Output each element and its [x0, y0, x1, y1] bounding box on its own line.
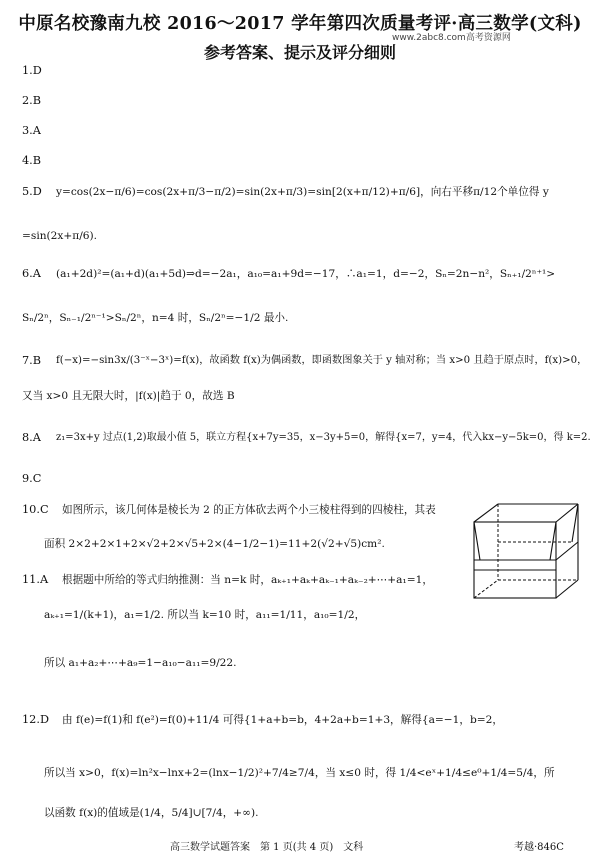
answer-5-line-1: y=cos(2x−π/6)=cos(2x+π/3−π/2)=sin(2x+π/3)=sin[2(x+π/12)+π/6]，向右平移π/12个单位得 y [56, 186, 549, 198]
prism-figure [468, 500, 582, 604]
figure-hidden-edge [474, 580, 498, 598]
answer-6-line-1: (a₁+2d)²=(a₁+d)(a₁+5d)⇒d=−2a₁，a₁₀=a₁+9d=−17，∴a₁=1，d=−2，Sₙ=2n−n²，Sₙ₊₁/2ⁿ⁺¹> [56, 268, 556, 280]
answer-10: 10.C [22, 503, 49, 516]
page-title: 中原名校豫南九校 2016～2017 学年第四次质量考评·高三数学(文科) [18, 14, 582, 34]
answer-6-line-2: Sₙ/2ⁿ，Sₙ₋₁/2ⁿ⁻¹>Sₙ/2ⁿ，n=4 时，Sₙ/2ⁿ=−1/2 最小. [22, 312, 289, 324]
answer-10-line-2: 面积 2×2+2×1+2×√2+2×√5+2×(4−1/2−1)=11+2(√2+√5)cm². [44, 538, 385, 550]
answer-9: 9.C [22, 472, 42, 485]
page-footer: 高三数学试题答案 第 1 页(共 4 页) 文科 [170, 842, 364, 853]
figure-cut-line [474, 522, 480, 560]
figure-cut-line [550, 522, 556, 560]
answer-11-line-2: aₖ₊₁=1/(k+1)，a₁=1/2. 所以当 k=10 时，a₁₁=1/11，a₁₀=1/2， [44, 609, 366, 621]
figure-edge [556, 542, 578, 560]
answer-1: 1.D [22, 64, 42, 77]
answer-11-line-1: 根据题中所给的等式归纳推测：当 n=k 时，aₖ₊₁+aₖ+aₖ₋₁+aₖ₋₂+⋯+a₁=1， [62, 574, 433, 586]
answer-12-line-1: 由 f(e)=f(1)和 f(e²)=f(0)+11/4 可得{1+a+b=b，4+2a+b=1+3，解得{a=−1，b=2， [62, 714, 503, 726]
answer-7-line-2: 又当 x>0 且无限大时，|f(x)|趋于 0，故选 B [22, 390, 235, 402]
answer-6: 6.A [22, 267, 41, 280]
answer-11: 11.A [22, 573, 49, 586]
answer-12-line-3: 以函数 f(x)的值域是(1/4，5/4]∪[7/4，+∞). [44, 807, 259, 819]
answer-8: 8.A [22, 431, 41, 444]
answer-11-line-3: 所以 a₁+a₂+⋯+a₉=1−a₁₀−a₁₁=9/22. [44, 657, 237, 669]
answer-5: 5.D [22, 185, 42, 198]
answer-2: 2.B [22, 94, 42, 107]
watermark: www.2abc8.com高考资源网 [392, 33, 511, 43]
footer-code: 考越·846C [514, 842, 564, 853]
answer-4: 4.B [22, 154, 42, 167]
answer-12: 12.D [22, 713, 50, 726]
answer-8-line-1: z₁=3x+y 过点(1,2)取最小值 5，联立方程{x+7y=35，x−3y+5=0，解得{x=7，y=4，代入kx−y−5k=0，得 k=2. [56, 432, 591, 443]
page-subtitle: 参考答案、提示及评分细则 [203, 43, 396, 62]
answer-7: 7.B [22, 354, 42, 367]
answer-7-line-1: f(−x)=−sin3x/(3⁻ˣ−3ˣ)=f(x)，故函数 f(x)为偶函数，即函数图象关于 y 轴对称；当 x>0 且趋于原点时，f(x)>0， [56, 355, 588, 366]
figure-edge [556, 504, 578, 522]
answer-12-line-2: 所以当 x>0，f(x)=ln²x−lnx+2=(lnx−1/2)²+7/4≥7/4，当 x≤0 时，得 1/4<eˣ+1/4≤e⁰+1/4=5/4，所 [44, 767, 555, 779]
figure-edge [556, 580, 578, 598]
answer-5-line-2: =sin(2x+π/6). [22, 230, 98, 242]
figure-cut-line [572, 504, 578, 542]
answer-10-line-1: 如图所示，该几何体是棱长为 2 的正方体砍去两个小三棱柱得到的四棱柱，其表 [62, 504, 436, 516]
answer-3: 3.A [22, 124, 41, 137]
figure-edge [474, 504, 498, 522]
